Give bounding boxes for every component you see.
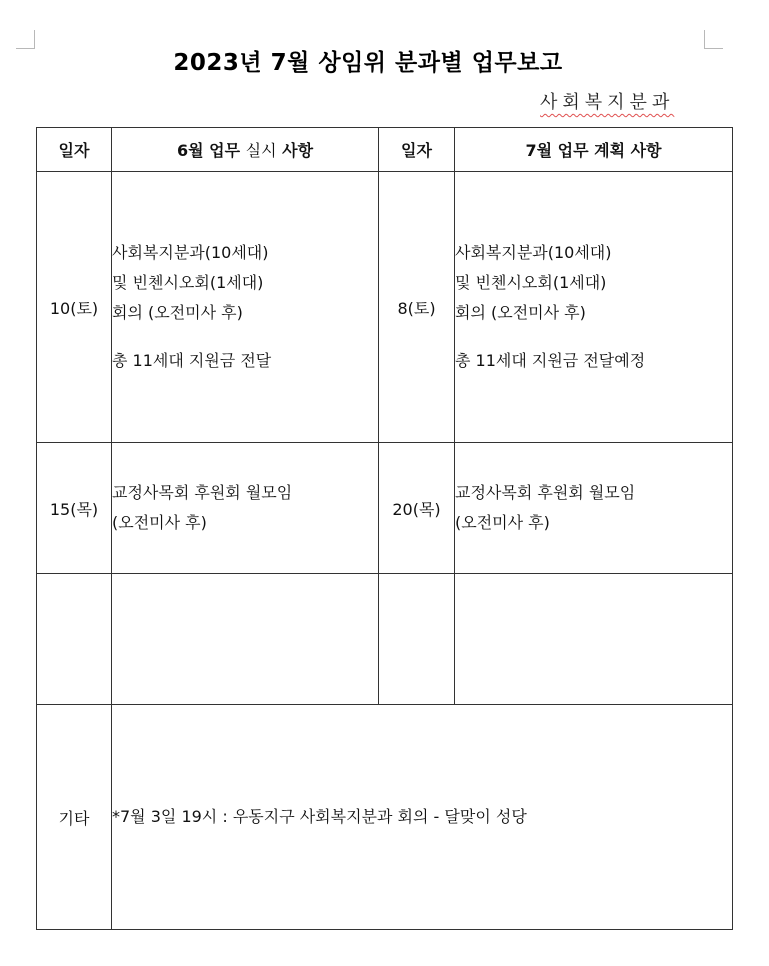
header-june-tasks — [112, 128, 379, 172]
header-date-left: 일자 — [37, 128, 112, 172]
department-label: 사회복지분과 — [540, 92, 675, 113]
table-row-empty — [37, 574, 733, 705]
header-date-right: 일자 — [379, 128, 455, 172]
july-plan-line: 총 11세대 지원금 전달예정 — [455, 351, 646, 370]
june-task-line: 교정사목회 후원회 월모임 — [112, 483, 293, 502]
empty-cell — [379, 574, 455, 705]
header-june-title-a: 6월 업무 — [176, 141, 241, 160]
header-july-plans: 7월 업무 계획 사항 — [455, 128, 733, 172]
empty-cell — [37, 574, 112, 705]
june-date-cell: 10(토) — [37, 172, 112, 443]
june-task-line: 사회복지분과(10세대) — [112, 243, 269, 262]
header-june-title-c: 사항 — [282, 141, 314, 160]
july-plan-line: 사회복지분과(10세대) — [455, 243, 612, 262]
july-plan-line: 및 빈첸시오회(1세대) — [455, 273, 607, 292]
empty-cell — [112, 574, 379, 705]
report-table — [36, 127, 733, 930]
header-june-title-b: 실시 — [245, 141, 277, 160]
july-date-cell: 20(목) — [379, 443, 455, 574]
etc-row — [37, 705, 733, 930]
table-row — [37, 443, 733, 574]
july-date-cell: 8(토) — [379, 172, 455, 443]
etc-content-cell: *7월 3일 19시 : 우동지구 사회복지분과 회의 - 달맞이 성당 — [112, 705, 733, 930]
july-plan-line: 교정사목회 후원회 월모임 — [455, 483, 636, 502]
july-plan-line: 회의 (오전미사 후) — [455, 303, 586, 322]
june-task-cell — [112, 172, 379, 443]
june-task-line: 총 11세대 지원금 전달 — [112, 351, 272, 370]
page-title: 2023년 7월 상임위 분과별 업무보고 — [173, 50, 563, 76]
july-plan-cell — [455, 443, 733, 574]
june-task-line: 및 빈첸시오회(1세대) — [112, 273, 264, 292]
empty-cell — [455, 574, 733, 705]
etc-label-cell: 기타 — [37, 705, 112, 930]
table-header-row — [37, 128, 733, 172]
july-plan-cell — [455, 172, 733, 443]
june-date-cell: 15(목) — [37, 443, 112, 574]
june-task-line: 회의 (오전미사 후) — [112, 303, 243, 322]
june-task-line: (오전미사 후) — [112, 513, 207, 532]
july-plan-line: (오전미사 후) — [455, 513, 550, 532]
table-row — [37, 172, 733, 443]
june-task-cell — [112, 443, 379, 574]
